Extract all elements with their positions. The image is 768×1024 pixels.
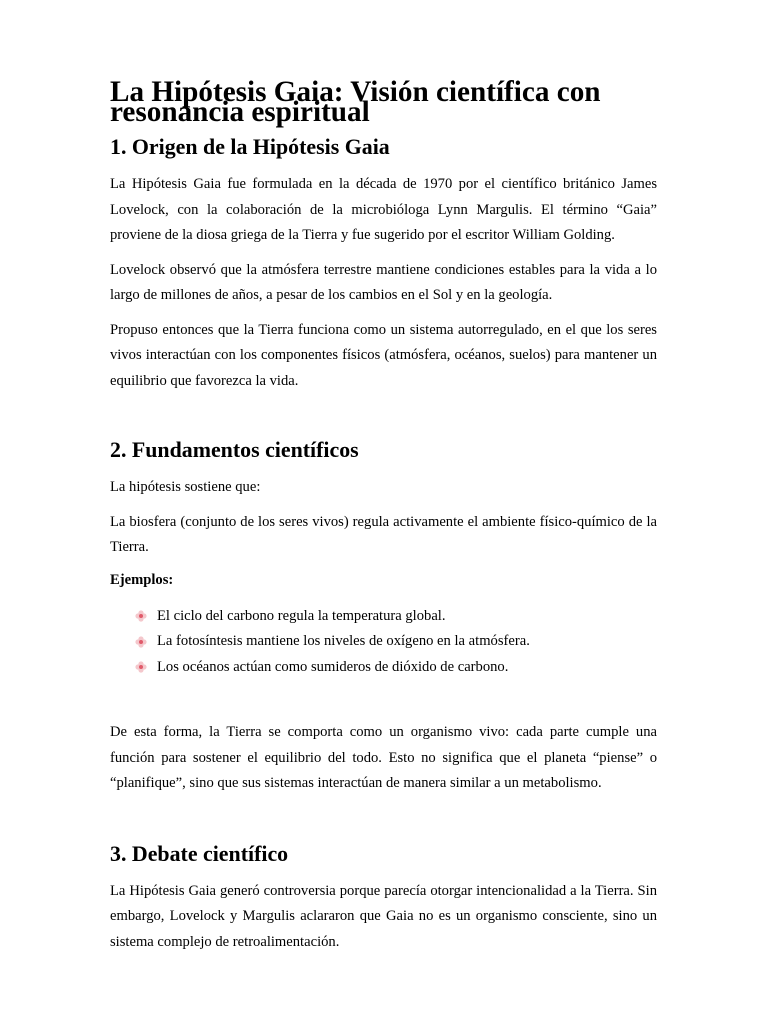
document-page	[110, 76, 657, 964]
list-item	[135, 604, 657, 630]
section1-heading: 1. Origen de la Hipótesis Gaia	[110, 134, 390, 159]
section2-paragraph: La biosfera (conjunto de los seres vivos) regula activamente el ambiente físico-químico de la Tierra.	[110, 513, 657, 555]
list-item	[135, 629, 657, 655]
section1-paragraph-2: Lovelock observó que la atmósfera terrestre mantiene condiciones estables para la vida a lo largo de millones de años, a pesar de los cambios en el Sol y en la geología.	[110, 261, 657, 303]
list-item-text: La fotosíntesis mantiene los niveles de oxígeno en la atmósfera.	[157, 633, 530, 649]
section3-heading: 3. Debate científico	[110, 840, 289, 866]
spacer	[110, 806, 657, 844]
section3-paragraph: La Hipótesis Gaia generó controversia porque parecía otorgar intencionalidad a la Tierra. Sin embargo, Lovelock y Margulis aclararon que Gaia no es un organismo consciente, sino un sistema complejo de retroalimentación.	[110, 882, 657, 950]
section2-intro: La hipótesis sostiene que:	[110, 479, 261, 495]
document-title: La Hipótesis Gaia: Visión científica con resonancia espiritual	[110, 76, 601, 128]
spacer	[110, 680, 657, 720]
flower-bullet-icon	[135, 610, 147, 622]
flower-bullet-icon	[135, 661, 147, 673]
list-item-text: Los océanos actúan como sumideros de dióxido de carbono.	[157, 658, 509, 675]
section2-conclusion: De esta forma, la Tierra se comporta como un organismo vivo: cada parte cumple una función para sostener el equilibrio del todo. Esto no significa que el planeta “piense” o “planifique”, sino que sus sistemas interactúan de manera similar a un metabolismo.	[110, 724, 657, 791]
list-item-text: El ciclo del carbono regula la temperatura global.	[157, 607, 446, 624]
list-item	[135, 655, 657, 681]
section2-heading: 2. Fundamentos científicos	[110, 437, 359, 462]
flower-bullet-icon	[135, 636, 147, 648]
section1-paragraph-1: La Hipótesis Gaia fue formulada en la década de 1970 por el científico británico James Lovelock, con la colaboración de la microbióloga Lynn Margulis. El término “Gaia” proviene de la diosa griega de la Tierra y fue sugerido por el escritor William Golding.	[110, 176, 657, 243]
section1-paragraph-3: Propuso entonces que la Tierra funciona como un sistema autorregulado, en el que los seres vivos interactúan con los componentes físicos (atmósfera, océanos, suelos) para mantener un equilibrio que favorezca la vida.	[110, 321, 657, 389]
examples-label: Ejemplos:	[110, 571, 174, 588]
spacer	[110, 403, 657, 440]
examples-list	[110, 604, 657, 681]
